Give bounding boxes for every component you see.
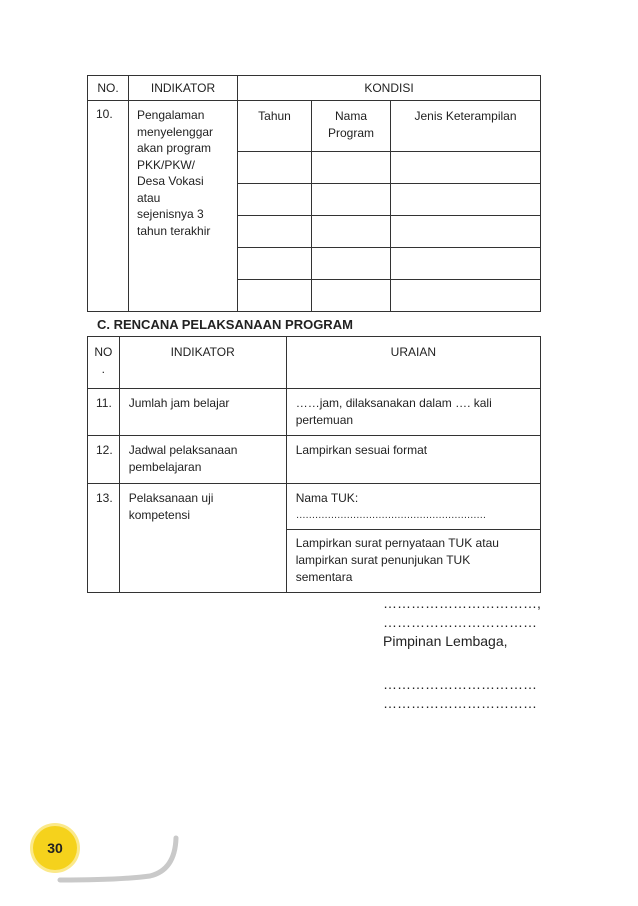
signature-place-date: ……………………………, (383, 595, 541, 611)
indicator-condition-table (87, 75, 541, 312)
signature-id-line: …………………………… (383, 695, 537, 711)
uraian-line: Nama TUK: (295, 491, 359, 505)
indikator-line: tahun terakhir (137, 223, 211, 238)
indikator-line: Desa Vokasi (137, 174, 204, 188)
indikator-line: kompetensi (128, 508, 191, 522)
indikator-line: pembelajaran (128, 460, 202, 474)
header-kondisi: KONDISI (238, 76, 541, 101)
indikator-line: PKK/PKW/ (137, 157, 196, 172)
row-number: 10. (88, 101, 129, 312)
subheader-jenis-keterampilan: Jenis Keterampilan (391, 101, 541, 152)
indikator-line: Pengalaman (137, 108, 205, 122)
uraian-cell (286, 389, 540, 436)
empty-cell[interactable] (238, 184, 312, 216)
indikator-line: akan program (137, 141, 212, 155)
subheader-tahun: Tahun (238, 101, 312, 152)
indikator-line: sejenisnya 3 (137, 207, 204, 221)
table-row (88, 436, 541, 484)
subheader-line: Program (327, 126, 374, 140)
signature-name-line: …………………………… (383, 676, 537, 692)
row-number: 12. (88, 436, 120, 484)
uraian-line: sementara (295, 570, 353, 584)
table-header-row (88, 337, 541, 389)
indikator-cell (129, 101, 238, 312)
empty-cell[interactable] (312, 216, 391, 248)
uraian-cell (286, 484, 540, 593)
cell-divider (287, 529, 540, 530)
uraian-line: pertemuan (295, 413, 354, 427)
indikator-line: Jadwal pelaksanaan (128, 443, 238, 457)
row-number: 13. (88, 484, 120, 593)
empty-cell[interactable] (391, 248, 541, 280)
empty-cell[interactable] (238, 248, 312, 280)
table-row (88, 484, 541, 593)
indikator-line: Pelaksanaan uji (128, 491, 214, 505)
header-indikator: INDIKATOR (119, 337, 286, 389)
dotted-fill-line: …………………………………………………… (295, 510, 486, 521)
empty-cell[interactable] (238, 216, 312, 248)
indikator-cell: Jumlah jam belajar (119, 389, 286, 436)
header-no (88, 337, 120, 389)
signature-title: Pimpinan Lembaga, (383, 633, 508, 649)
empty-cell[interactable] (312, 280, 391, 312)
header-line: . (101, 362, 106, 376)
empty-cell[interactable] (312, 248, 391, 280)
empty-cell[interactable] (391, 152, 541, 184)
page-number-badge: 30 (33, 826, 77, 870)
subheader-nama-program (312, 101, 391, 152)
table-row (88, 101, 541, 152)
empty-cell[interactable] (312, 184, 391, 216)
empty-cell[interactable] (312, 152, 391, 184)
table-row (88, 389, 541, 436)
empty-cell[interactable] (238, 280, 312, 312)
page-corner-curve (0, 818, 190, 898)
program-plan-table (87, 336, 541, 593)
header-indikator: INDIKATOR (129, 76, 238, 101)
section-title: C. RENCANA PELAKSANAAN PROGRAM (97, 317, 353, 332)
empty-cell[interactable] (391, 280, 541, 312)
uraian-line: ……jam, dilaksanakan dalam …. kali (295, 396, 492, 410)
indikator-cell (119, 484, 286, 593)
header-uraian: URAIAN (286, 337, 540, 389)
indikator-line: atau (137, 190, 161, 205)
subheader-line: Nama (334, 109, 367, 123)
indikator-cell (119, 436, 286, 484)
empty-cell[interactable] (391, 184, 541, 216)
row-number: 11. (88, 389, 120, 436)
signature-date-line: …………………………… (383, 614, 537, 630)
header-line: NO (94, 345, 113, 359)
header-no: NO. (88, 76, 129, 101)
table-header-row (88, 76, 541, 101)
uraian-line: Lampirkan surat pernyataan TUK atau (295, 536, 499, 550)
uraian-line: lampirkan surat penunjukan TUK (295, 553, 471, 567)
uraian-cell: Lampirkan sesuai format (286, 436, 540, 484)
empty-cell[interactable] (391, 216, 541, 248)
indikator-line: menyelenggar (137, 124, 214, 139)
empty-cell[interactable] (238, 152, 312, 184)
